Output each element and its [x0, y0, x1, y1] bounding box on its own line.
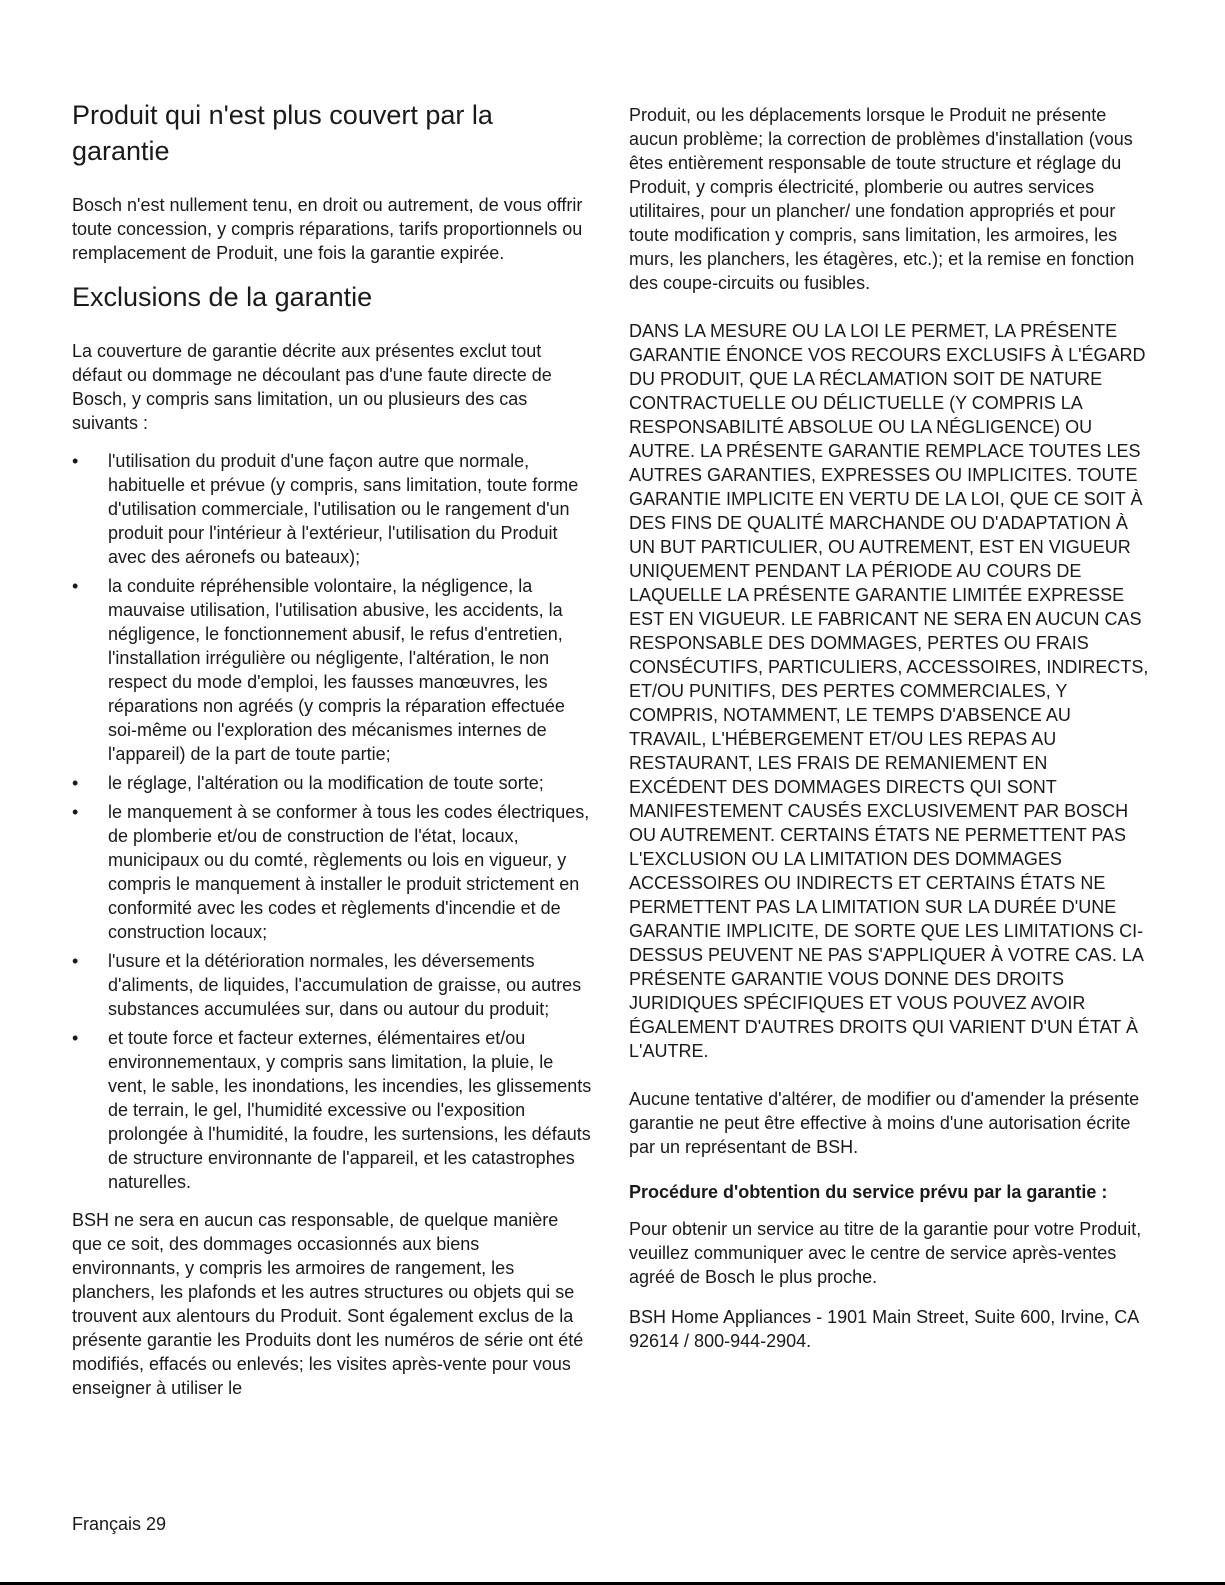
paragraph-exclusions-intro: La couverture de garantie décrite aux présentes exclut tout défaut ou dommage ne découlant pas d'une faute directe de Bosch, y compris sans limitation, un ou plusieurs des cas suivants :: [72, 341, 552, 433]
left-column: [72, 97, 592, 1414]
bullet: •: [72, 951, 79, 971]
list-item-text: l'utilisation du produit d'une façon autre que normale, habituelle et prévue (y compris, sans limitation, toute forme d'utilisation commerciale, l'utilisation ou le rangement d'un produit pour l'intérieur à l'extérieur, l'utilisation du Produit avec des aéronefs ou bateaux);: [108, 451, 579, 567]
list-item: [72, 800, 592, 944]
bullet: •: [72, 451, 79, 471]
heading-not-covered: Produit qui n'est plus couvert par la garantie: [72, 100, 493, 166]
exclusions-list: [72, 449, 592, 1194]
paragraph-address: BSH Home Appliances - 1901 Main Street, Suite 600, Irvine, CA 92614 / 800-944-2904.: [629, 1307, 1139, 1351]
list-item-text: le réglage, l'altération ou la modification de toute sorte;: [108, 773, 544, 793]
list-item-text: l'usure et la détérioration normales, les déversements d'aliments, de liquides, l'accumulation de graisse, ou autres substances accumulées sur, dans ou autour du produit;: [108, 951, 582, 1019]
paragraph-service-contact: Pour obtenir un service au titre de la garantie pour votre Produit, veuillez communiquer avec le centre de service après-ventes agréé de Bosch le plus proche.: [629, 1219, 1142, 1287]
page-footer: Français 29: [72, 1514, 167, 1534]
heading-exclusions: Exclusions de la garantie: [72, 282, 373, 312]
list-item-text: et toute force et facteur externes, élémentaires et/ou environnementaux, y compris sans limitation, la pluie, le vent, le sable, les inondations, les incendies, les glissements de terrain, le gel, l'humidité excessive ou l'exposition prolongée à l'humidité, la foudre, les surtensions, les défauts de structure environnante de l'appareil, et les catastrophes naturelles.: [108, 1028, 592, 1192]
paragraph-liability: BSH ne sera en aucun cas responsable, de quelque manière que ce soit, des dommages occasionnés aux biens environnants, y compris les armoires de rangement, les planchers, les plafonds et les autres structures ou objets qui se trouvent aux alentours du Produit. Sont également exclus de la présente garantie les Produits dont les numéros de série ont été modifiés, effacés ou enlevés; les visites après-vente pour vous enseigner à utiliser le: [72, 1210, 584, 1398]
bullet: •: [72, 1028, 79, 1048]
list-item: [72, 449, 592, 569]
list-item: [72, 574, 592, 766]
list-item: [72, 949, 592, 1021]
heading-service-procedure: Procédure d'obtention du service prévu par la garantie :: [629, 1182, 1108, 1202]
paragraph-legal-caps: DANS LA MESURE OU LA LOI LE PERMET, LA PRÉSENTE GARANTIE ÉNONCE VOS RECOURS EXCLUSIFS À L'ÉGARD DU PRODUIT, QUE LA RÉCLAMATION SOIT DE NATURE CONTRACTUELLE OU DÉLICTUELLE (Y COMPRIS LA RESPONSABILITÉ ABSOLUE OU LA NÉGLIGENCE) OU AUTRE. LA PRÉSENTE GARANTIE REMPLACE TOUTES LES AUTRES GARANTIES, EXPRESSES OU IMPLICITES. TOUTE GARANTIE IMPLICITE EN VERTU DE LA LOI, QUE CE SOIT À DES FINS DE QUALITÉ MARCHANDE OU D'ADAPTATION À UN BUT PARTICULIER, OU AUTREMENT, EST EN VIGUEUR UNIQUEMENT PENDANT LA PÉRIODE AU COURS DE LAQUELLE LA PRÉSENTE GARANTIE LIMITÉE EXPRESSE EST EN VIGUEUR. LE FABRICANT NE SERA EN AUCUN CAS RESPONSABLE DES DOMMAGES, PERTES OU FRAIS CONSÉCUTIFS, PARTICULIERS, ACCESSOIRES, INDIRECTS, ET/OU PUNITIFS, DES PERTES COMMERCIALES, Y COMPRIS, NOTAMMENT, LE TEMPS D'ABSENCE AU TRAVAIL, L'HÉBERGEMENT ET/OU LES REPAS AU RESTAURANT, LES FRAIS DE REMANIEMENT EN EXCÉDENT DES DOMMAGES DIRECTS QUI SONT MANIFESTEMENT CAUSÉS EXCLUSIVEMENT PAR BOSCH OU AUTREMENT. CERTAINS ÉTATS NE PERMETTENT PAS L'EXCLUSION OU LA LIMITATION DES DOMMAGES ACCESSOIRES OU INDIRECTS ET CERTAINS ÉTATS NE PERMETTENT PAS LA LIMITATION SUR LA DURÉE D'UNE GARANTIE IMPLICITE, DE SORTE QUE LES LIMITATIONS CI-DESSUS PEUVENT NE PAS S'APPLIQUER À VOTRE CAS. LA PRÉSENTE GARANTIE VOUS DONNE DES DROITS JURIDIQUES SPÉCIFIQUES ET VOUS POUVEZ AVOIR ÉGALEMENT D'AUTRES DROITS QUI VARIENT D'UN ÉTAT À L'AUTRE.: [629, 321, 1149, 1061]
paragraph-amendment: Aucune tentative d'altérer, de modifier ou d'amender la présente garantie ne peut être effective à moins d'une autorisation écrite par un représentant de BSH.: [629, 1089, 1140, 1157]
list-item-text: le manquement à se conformer à tous les codes électriques, de plomberie et/ou de construction de l'état, locaux, municipaux ou du comté, règlements ou lois en vigueur, y compris le manquement à installer le produit strictement en conformité avec les codes et règlements d'incendie et de construction locaux;: [108, 802, 590, 942]
right-column: [629, 103, 1149, 1367]
bullet: •: [72, 802, 79, 822]
list-item: [72, 1026, 592, 1194]
bullet: •: [72, 773, 79, 793]
paragraph-not-covered: Bosch n'est nullement tenu, en droit ou autrement, de vous offrir toute concession, y compris réparations, tarifs proportionnels ou remplacement de Produit, une fois la garantie expirée.: [72, 195, 583, 263]
list-item-text: la conduite répréhensible volontaire, la négligence, la mauvaise utilisation, l'utilisation abusive, les accidents, la négligence, le fonctionnement abusif, le refus d'entretien, l'installation irrégulière ou négligente, l'altération, le non respect du mode d'emploi, les fausses manœuvres, les réparations non agréés (y compris la réparation effectuée soi-même ou l'exploration des mécanismes internes de l'appareil) de la part de toute partie;: [108, 576, 565, 764]
paragraph-continuation: Produit, ou les déplacements lorsque le Produit ne présente aucun problème; la correction de problèmes d'installation (vous êtes entièrement responsable de toute structure et réglage du Produit, y compris électricité, plomberie ou autres services utilitaires, pour un plancher/ une fondation appropriés et pour toute modification y compris, sans limitation, les armoires, les murs, les planchers, les étagères, etc.); et la remise en fonction des coupe-circuits ou fusibles.: [629, 105, 1135, 293]
list-item: [72, 771, 592, 795]
bullet: •: [72, 576, 79, 596]
